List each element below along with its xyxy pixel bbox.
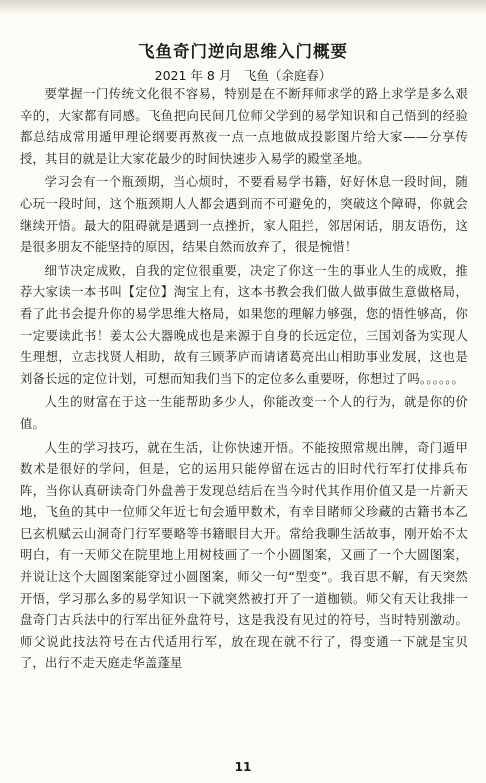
- author-date-line: 2021 年 8 月 飞鱼（余庭春）: [154, 68, 332, 83]
- top-edge-strip: [0, 0, 486, 14]
- paragraph: 学习会有一个瓶颈期，当心烦时，不要看易学书籍，好好休息一段时间，随心玩一段时间，这个瓶颈期人人都会遇到而不可避免的，突破这个障碍，你就会继续开悟。最大的阻碍就是遇到一点挫折，家人阻拦，邻居闲话，朋友语伤，这是很多朋友不能坚持的原因，结果自然而放弃了，很是惋惜！: [20, 175, 468, 255]
- paragraph: 人生的财富在于这一生能帮助多少人，你能改变一个人的行为，就是你的价值。: [20, 395, 468, 431]
- page-number: 11: [234, 760, 252, 774]
- paragraph: 要掌握一门传统文化很不容易，特别是在不断拜师求学的路上求学是多么艰辛的，大家都有同感。飞鱼把向民间几位师父学到的易学知识和自己悟到的经验都总结成常用遁甲理论纲要再熬夜一点一点地做成投影图片给大家——分享传授，其目的就是让大家花最少的时间快速步入易学的殿堂圣地。: [20, 87, 468, 166]
- page-title: 飞鱼奇门逆向思维入门概要: [138, 42, 348, 61]
- article-body: [20, 84, 468, 677]
- paragraph: 细节决定成败，自我的定位很重要，决定了你这一生的事业人生的成败，推荐大家读一本书叫【定位】淘宝上有，这本书教会我们做人做事做生意做格局，看了此书会提升你的易学思维大格局，如果您的理解力够强，您的悟性够高，你一定要读此书！姜太公大器晚成也是来源于自身的长远定位，三国刘备为实现人生理想，立志找贤人相助，故有三顾茅庐而请诸葛亮出山相助事业发展，这也是刘备长远的定位计划，可想而知我们当下的定位多么重要呀，你想过了吗。。。。。。: [20, 263, 468, 386]
- paragraph: 人生的学习技巧，就在生活，让你快速开悟。不能按照常规出牌，奇门遁甲数术是很好的学问，但是，它的运用只能停留在远古的旧时代行军打仗排兵布阵，当你认真研读奇门外盘善于发现总结后在当今时代其作用价值又是一片新天地，飞鱼的其中一位师父年近七旬会遁甲数术，有幸目睹师父珍藏的古籍书本乙巳玄机赋云山洞奇门行军要略等书籍眼目大开。常给我聊生活故事，刚开始不太明白，有一天师父在院里地上用树枝画了一个小圆图案，又画了一个大圆图案，并说让这个大圆图案能穿过小圆图案，师父一句“型变”。我百思不解，有天突然开悟，学习那么多的易学知识一下就突然被打开了一道枷锁。师父有天让我排一盘奇门古兵法中的行军出征外盘符号，这是我没有见过的符号，当时特别激动。师父说此技法符号在古代适用行军，放在现在就不行了，得变通一下就是宝贝了，出行不走天庭走华盖蓬星: [20, 440, 468, 671]
